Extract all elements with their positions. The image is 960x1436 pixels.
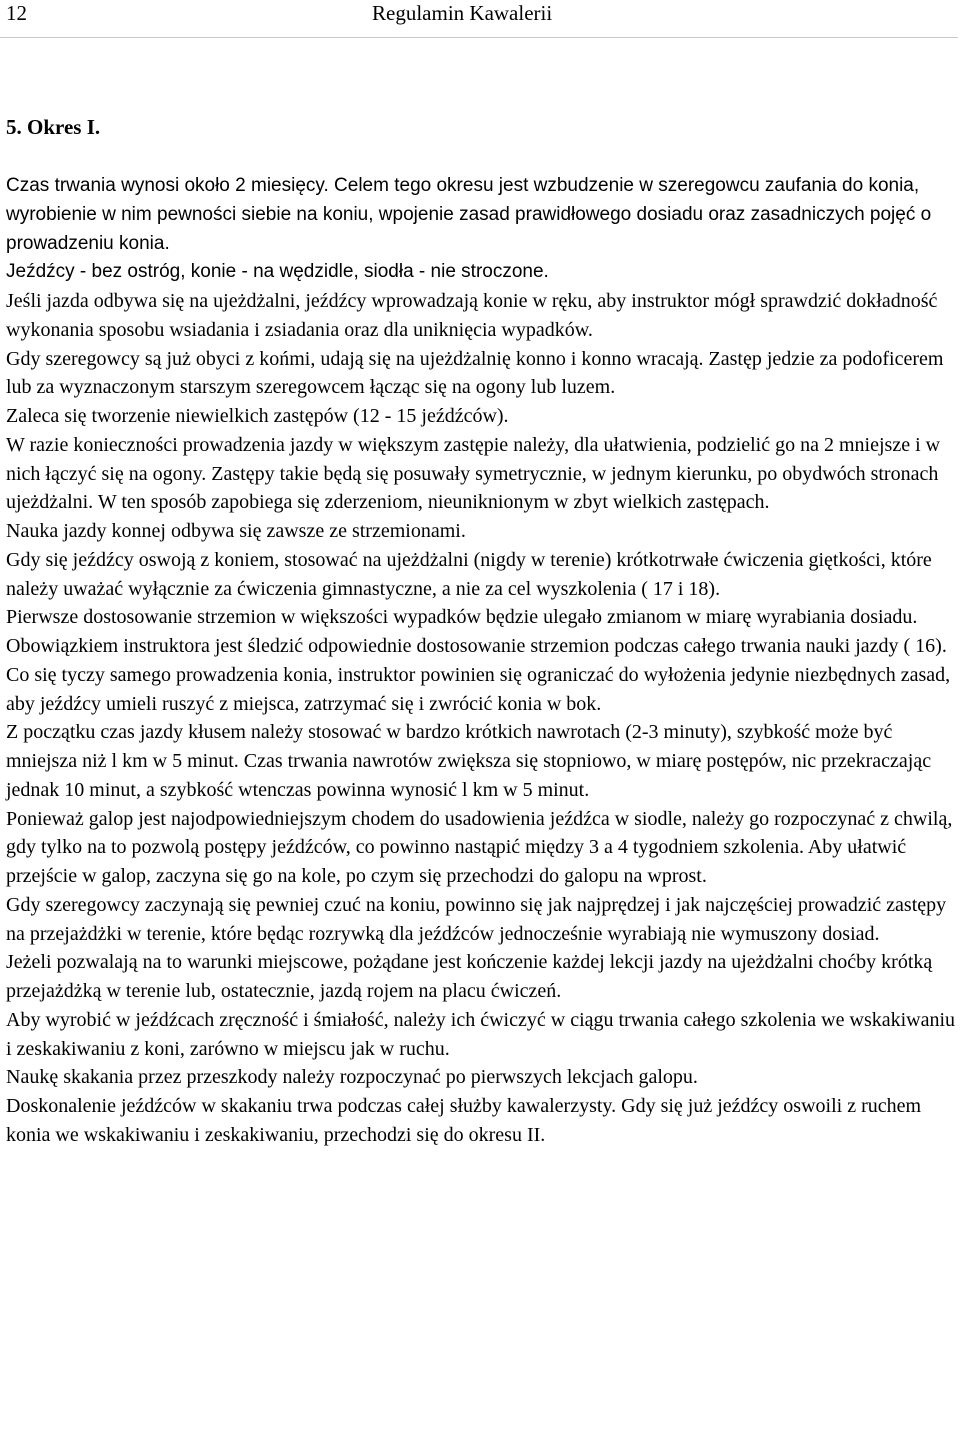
paragraph: Jeśli jazda odbywa się na ujeżdżalni, jeźdźcy wprowadzają konie w ręku, aby instruktor mógł sprawdzić dokładność wykonania sposobu wsiadania i zsiadania oraz dla uniknięcia wypadków. [6, 290, 938, 341]
paragraph: Nauka jazdy konnej odbywa się zawsze ze strzemionami. [6, 520, 466, 542]
paragraph: Gdy szeregowcy są już obyci z końmi, udają się na ujeżdżalnię konno i konno wracają. Zastęp jedzie za podoficerem lub za wyznaczonym starszym szeregowcem łącząc się na ogony lub luzem. [6, 347, 944, 399]
paragraph: Naukę skakania przez przeszkody należy rozpoczynać po pierwszych lekcjach galopu. [6, 1066, 698, 1089]
paragraph: Co się tyczy samego prowadzenia konia, instruktor powinien się ograniczać do wyłożenia jedynie niezbędnych zasad, aby jeźdźcy umieli ruszyć z miejsca, zatrzymać się i zwrócić konia w bok. [6, 663, 951, 715]
running-title: Regulamin Kawalerii [372, 1, 553, 25]
paragraph: Pierwsze dostosowanie strzemion w większości wypadków będzie ulegało zmianom w miarę wyrabiania dosiadu. Obowiązkiem instruktora jest śledzić odpowiednie dostosowanie strzemion podczas całego trwania nauki jazdy ( 16). [6, 606, 947, 657]
paragraph: Gdy szeregowcy zaczynają się pewniej czuć na koniu, powinno się jak najprędzej i jak najczęściej prowadzić zastępy na przejażdżki w terenie, które będąc rozrywką dla jeźdźców jednocześnie wyrabiają nie wymuszony dosiad. [6, 893, 947, 945]
paragraph: Jeźdźcy - bez ostróg, konie - na wędzidle, siodła - nie stroczone. [6, 261, 549, 283]
paragraph: Czas trwania wynosi około 2 miesięcy. Celem tego okresu jest wzbudzenie w szeregowcu zaufania do konia, wyrobienie w nim pewności siebie na koniu, wpojenie zasad prawidłowego dosiadu oraz zasadniczych pojęć o prowadzeniu konia. [6, 175, 932, 254]
paragraph: Ponieważ galop jest najodpowiedniejszym chodem do usadowienia jeźdźca w siodle, należy go rozpoczynać z chwilą, gdy tylko na to pozwolą postępy jeźdźców, co powinno nastąpić między 3 a 4 tygodniem szkolenia. Aby ułatwić przejście w galop, zaczyna się go na kole, po czym się przechodzi do galopu na wprost. [6, 807, 953, 887]
paragraph: Gdy się jeźdźcy oswoją z koniem, stosować na ujeżdżalni (nigdy w terenie) krótkotrwałe ćwiczenia giętkości, które należy uważać wyłącznie za ćwiczenia gimnastyczne, a nie za cel wyszkolenia ( 17 i 18). [6, 548, 932, 600]
section-heading: 5. Okres I. [6, 115, 101, 139]
page-header [0, 0, 958, 38]
paragraph: Jeżeli pozwalają na to warunki miejscowe, pożądane jest kończenie każdej lekcji jazdy na ujeżdżalni choćby krótką przejażdżką w terenie lub, ostatecznie, jazdą rojem na placu ćwiczeń. [6, 951, 933, 1002]
page-number: 12 [6, 1, 27, 25]
paragraph: Zaleca się tworzenie niewielkich zastępów (12 - 15 jeźdźców). [6, 405, 509, 427]
paragraph: W razie konieczności prowadzenia jazdy w większym zastępie należy, dla ułatwienia, podzielić go na 2 mniejsze i w nich łączyć się na ogony. Zastępy takie będą się posuwały symetrycznie, w jednym kierunku, po obydwóch stronach ujeżdżalni. W ten sposób zapobiega się zderzeniom, nieuniknionym w zbyt wielkich zastępach. [6, 433, 941, 514]
document-body [6, 172, 958, 1150]
paragraph: Aby wyrobić w jeźdźcach zręczność i śmiałość, należy ich ćwiczyć w ciągu trwania całego szkolenia we wskakiwaniu i zeskakiwaniu z koni, zarówno w miejscu jak w ruchu. [6, 1008, 956, 1060]
paragraph: Doskonalenie jeźdźców w skakaniu trwa podczas całej służby kawalerzysty. Gdy się już jeźdźcy oswoili z ruchem konia we wskakiwaniu i zeskakiwaniu, przechodzi się do okresu II. [6, 1095, 922, 1146]
paragraph: Z początku czas jazdy kłusem należy stosować w bardzo krótkich nawrotach (2-3 minuty), szybkość może być mniejsza niż l km w 5 minut. Czas trwania nawrotów zwiększa się stopniowo, w miarę postępów, nic przekraczając jednak 10 minut, a szybkość wtenczas powinna wynosić l km w 5 minut. [6, 721, 932, 801]
